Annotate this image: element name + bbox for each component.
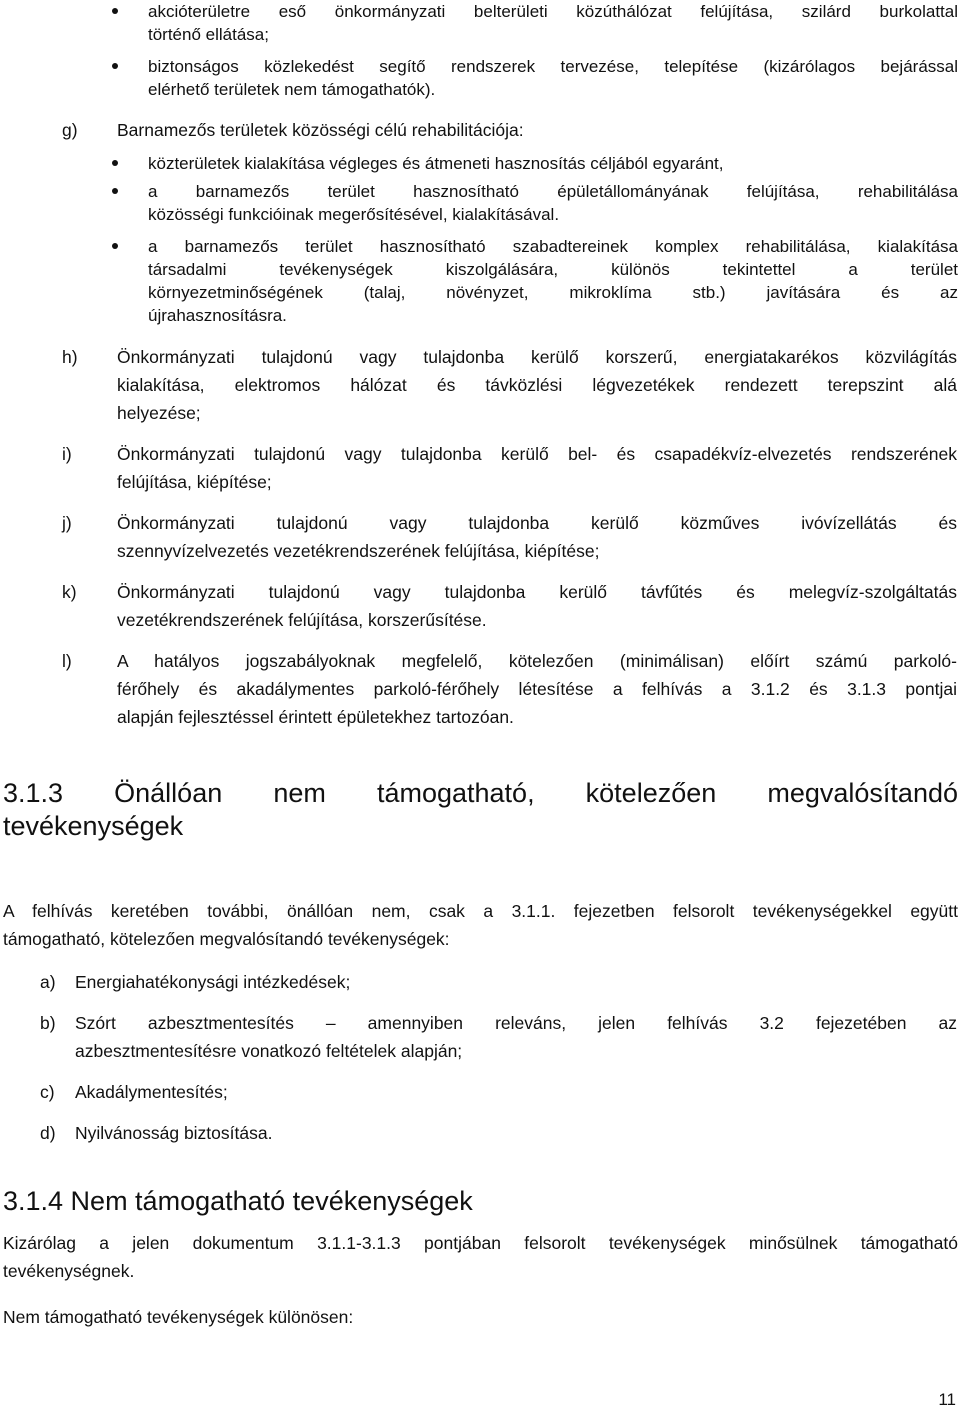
list-item-cont: elérhető területek nem támogathatók). (148, 80, 436, 99)
item-text: Energiahatékonysági intézkedések; (75, 972, 351, 992)
item-text: szennyvízelvezetés vezetékrendszerének felújítása, kiépítése; (117, 541, 600, 561)
item-text: Szórt azbesztmentesítés – amennyiben releváns, jelen felhívás 3.2 fejezetében az (75, 1013, 957, 1033)
list-item-cont: közösségi funkcióinak megerősítésével, kialakításával. (148, 205, 560, 224)
item-text: Önkormányzati tulajdonú vagy tulajdonba kerülő bel- és csapadékvíz-elvezetés rendszerének (117, 444, 957, 464)
item-text: Akadálymentesítés; (75, 1082, 228, 1102)
paragraph: Nem támogatható tevékenységek különösen: (3, 1307, 354, 1327)
item-text: Nyilvánosság biztosítása. (75, 1123, 273, 1143)
list-item-cont: környezetminőségének (talaj, növényzet, mikroklíma stb.) javítására és az (148, 283, 958, 302)
item-label: i) (62, 444, 72, 464)
section-heading-cont: tevékenységek (3, 811, 184, 841)
item-text: Önkormányzati tulajdonú vagy tulajdonba kerülő távfűtés és melegvíz-szolgáltatás (117, 582, 957, 602)
list-item: a barnamezős terület hasznosítható épületállományának felújítása, rehabilitálása (148, 182, 958, 201)
item-label: c) (40, 1082, 55, 1102)
item-text: vezetékrendszerének felújítása, korszerűsítése. (117, 610, 487, 630)
list-item-cont: történő ellátása; (148, 25, 269, 44)
item-text: Önkormányzati tulajdonú vagy tulajdonba kerülő korszerű, energiatakarékos közvilágítás (117, 347, 957, 367)
item-text: Önkormányzati tulajdonú vagy tulajdonba kerülő közműves ivóvízellátás és (117, 513, 957, 533)
item-text: A hatályos jogszabályoknak megfelelő, kötelezően (minimálisan) előírt számú parkoló- (117, 651, 957, 671)
bullet-dot (112, 188, 118, 194)
list-item: közterületek kialakítása végleges és átmeneti hasznosítás céljából egyaránt, (148, 154, 724, 173)
item-label: b) (40, 1013, 56, 1033)
bullet-dot (112, 160, 118, 166)
item-label: j) (62, 513, 72, 533)
paragraph: A felhívás keretében további, önállóan nem, csak a 3.1.1. fejezetben felsorolt tevékenységekkel együtt (3, 901, 958, 921)
bullet-dot (112, 243, 118, 249)
item-text: felújítása, kiépítése; (117, 472, 272, 492)
item-text: alapján fejlesztéssel érintett épületekhez tartozóan. (117, 707, 514, 727)
section-heading: 3.1.4 Nem támogatható tevékenységek (3, 1186, 473, 1216)
item-label: d) (40, 1123, 56, 1143)
page-number: 11 (938, 1390, 956, 1409)
list-item-cont: társadalmi tevékenységek kiszolgálására, különös tekintettel a terület (148, 260, 958, 279)
list-item: akcióterületre eső önkormányzati belterületi közúthálózat felújítása, szilárd burkolattal (148, 2, 958, 21)
item-text: férőhely és akadálymentes parkoló-férőhely létesítése a felhívás a 3.1.2 és 3.1.3 pontjai (117, 679, 957, 699)
item-label: a) (40, 972, 56, 992)
item-text: helyezése; (117, 403, 201, 423)
paragraph: tevékenységnek. (3, 1261, 135, 1281)
section-heading: 3.1.3 Önállóan nem támogatható, kötelezően megvalósítandó (3, 778, 958, 808)
list-item-cont: újrahasznosításra. (148, 306, 287, 325)
item-g-title: Barnamezős területek közösségi célú rehabilitációja: (117, 120, 524, 140)
item-label: l) (62, 651, 72, 671)
paragraph: Kizárólag a jelen dokumentum 3.1.1-3.1.3 pontjában felsorolt tevékenységek minősülnek támogatható (3, 1233, 958, 1253)
item-label: g) (62, 120, 78, 140)
item-label: h) (62, 347, 78, 367)
paragraph: támogatható, kötelezően megvalósítandó tevékenységek: (3, 929, 450, 949)
bullet-dot (112, 8, 118, 14)
item-label: k) (62, 582, 77, 602)
item-text: kialakítása, elektromos hálózat és távközlési légvezetékek rendezett terepszint alá (117, 375, 957, 395)
list-item: biztonságos közlekedést segítő rendszerek tervezése, telepítése (kizárólagos bejárással (148, 57, 958, 76)
bullet-dot (112, 63, 118, 69)
list-item: a barnamezős terület hasznosítható szabadtereinek komplex rehabilitálása, kialakítása (148, 237, 958, 256)
item-text: azbesztmentesítésre vonatkozó feltételek alapján; (75, 1041, 463, 1061)
